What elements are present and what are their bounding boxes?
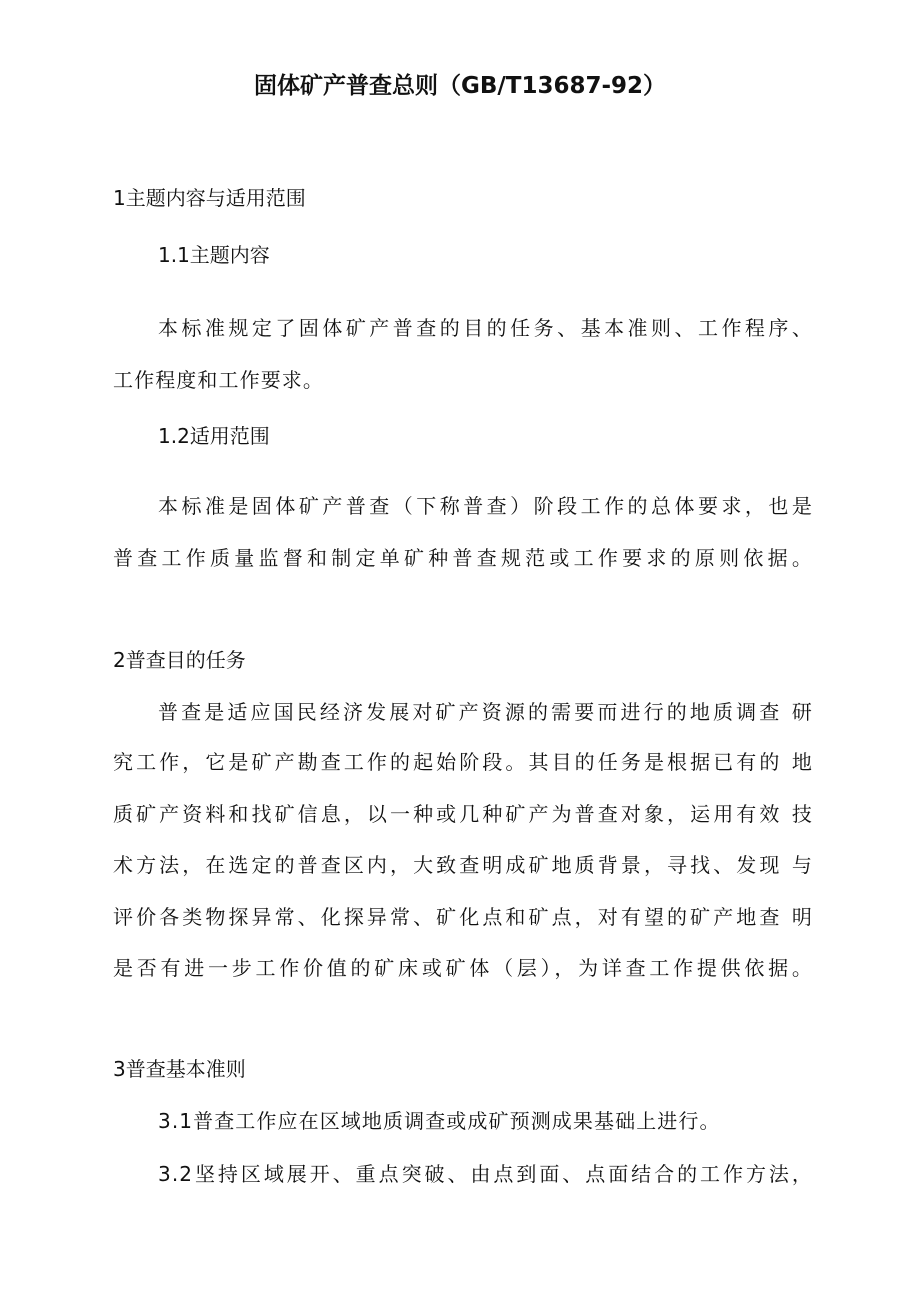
subsection-1-2-heading: 1.2适用范围 — [158, 424, 270, 448]
paragraph-line: 质矿产资料和找矿信息，以一种或几种矿产为普查对象，运用有效 技 — [113, 802, 813, 826]
section-1-heading: 1主题内容与适用范围 — [113, 186, 306, 210]
paragraph-line: 工作程度和工作要求。 — [113, 368, 324, 392]
paragraph-line: 普查是适应国民经济发展对矿产资源的需要而进行的地质调查 研 — [158, 700, 813, 724]
paragraph-line: 本标准是固体矿产普查（下称普查）阶段工作的总体要求，也是 — [158, 494, 813, 518]
paragraph-line: 评价各类物探异常、化探异常、矿化点和矿点，对有望的矿产地查 明 — [113, 905, 813, 929]
paragraph-line: 是否有进一步工作价值的矿床或矿体（层），为详查工作提供依据。 — [113, 956, 813, 980]
list-item: 3.2坚持区域展开、重点突破、由点到面、点面结合的工作方法， — [158, 1162, 813, 1186]
section-3-heading: 3普查基本准则 — [113, 1057, 246, 1081]
paragraph-line: 究工作，它是矿产勘查工作的起始阶段。其目的任务是根据已有的 地 — [113, 750, 813, 774]
paragraph-line: 本标准规定了固体矿产普查的目的任务、基本准则、工作程序、 — [158, 316, 813, 340]
paragraph-line: 术方法，在选定的普查区内，大致查明成矿地质背景，寻找、发现 与 — [113, 853, 813, 877]
paragraph-line: 普查工作质量监督和制定单矿种普查规范或工作要求的原则依据。 — [113, 546, 813, 570]
document-title: 固体矿产普查总则（GB/T13687-92） — [253, 73, 667, 99]
subsection-1-1-heading: 1.1主题内容 — [158, 243, 270, 267]
list-item: 3.1普查工作应在区域地质调查或成矿预测成果基础上进行。 — [158, 1109, 721, 1133]
section-2-heading: 2普查目的任务 — [113, 648, 246, 672]
